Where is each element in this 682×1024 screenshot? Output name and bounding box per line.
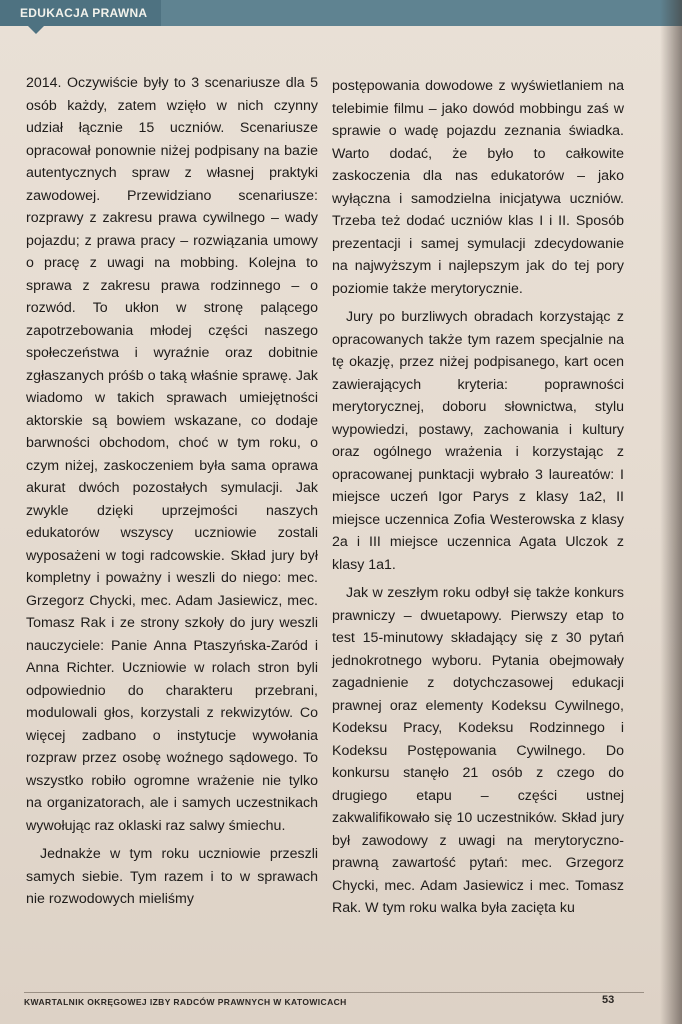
right-column — [332, 75, 624, 926]
left-column — [26, 72, 318, 917]
page-number: 53 — [602, 994, 615, 1006]
section-label: EDUKACJA PRAWNA — [0, 0, 161, 26]
right-paragraph-2: Jury po burzliwych obradach korzystając z opracowanych także tym razem specjalnie na tę okazję, przez niżej podpisanego, kart ocen zawierających kryteria: poprawności merytorycznej, doboru słownictwa, stylu wypowiedzi, postawy, zachowania i kultury oraz ogólnego wrażenia i korzystając z opracowanej punktacji wybrało 3 laureatów: I miejsce uczeń Igor Parys z klasy 1a2, II miejsce uczennica Zofia Westerowska z klasy 2a i III miejsce uczennica Agata Ulczok z klasy 1a1. — [332, 309, 624, 573]
left-paragraph-1: 2014. Oczywiście były to 3 scenariusze dla 5 osób każdy, zatem wzięło w nich czynny udział łącznie 15 uczniów. Scenariusze opracował ponownie niżej podpisany na bazie autentycznych spraw z własnej praktyki zawodowej. Przewidziano scenariusze: rozprawy z zakresu prawa cywilnego – wady pojazdu; z prawa pracy – rozwiązania umowy o pracę z uwagi na mobbing. Kolejna to sprawa z zakresu prawa rodzinnego – o rozwód. To ukłon w stronę palącego zapotrzebowania młodej części naszego społeczeństwa i wyraźnie oraz dobitnie zgłaszanych próśb o taką właśnie sprawę. Jak wiadomo w takich sprawach umiejętności aktorskie są bowiem wskazane, co dodaje barwności obchodom, choć w tym roku, o czym niżej, zaskoczeniem była sama oprawa akurat dwóch pozostałych symulacji. Jak zwykle dzięki uprzejmości naszych edukatorów wszyscy uczniowie zostali wyposażeni w togi radcowskie. Skład jury był kompletny i poważny i weszli do niego: mec. Grzegorz Chycki, mec. Adam Jasiewicz, mec. Tomasz Rak i ze strony szkoły do jury weszli nauczyciele: Panie Anna Ptaszyńska-Zaród i Anna Richter. Uczniowie w rolach stron byli odpowiednio do charakteru przebrani, modulowali głos, korzystali z rekwizytów. Co więcej zadbano o instytucje wywołania rozpraw przez osobę woźnego sądowego. To wszystko robiło ogromne wrażenie nie tylko na organizatorach, ale i samych uczestnikach wywołując raz oklaski raz salwy śmiechu. — [26, 75, 318, 834]
left-paragraph-2: Jednakże w tym roku uczniowie przeszli samych siebie. Tym razem i to w sprawach nie rozwodowych mieliśmy — [26, 846, 318, 907]
page-edge-shadow — [660, 0, 682, 1024]
footer-publication-title: KWARTALNIK OKRĘGOWEJ IZBY RADCÓW PRAWNYCH W KATOWICACH — [24, 997, 347, 1007]
section-header-bar — [0, 0, 682, 26]
footer-divider — [24, 992, 644, 993]
right-paragraph-1: postępowania dowodowe z wyświetlaniem na telebimie filmu – jako dowód mobbingu zaś w sprawie o wadę pojazdu zeznania świadka. Warto dodać, że było to całkowite zaskoczenia dla nas edukatorów – jako wyłączna i samodzielna inicjatywa uczniów. Trzeba też dodać uczniów klas I i II. Sposób prezentacji i samej symulacji zdecydowanie na najwyższym i najlepszym jak do tej pory poziomie także merytorycznie. — [332, 78, 624, 297]
right-paragraph-3: Jak w zeszłym roku odbył się także konkurs prawniczy – dwuetapowy. Pierwszy etap to test 15-minutowy składający się z 30 pytań jednokrotnego wyboru. Pytania obejmowały zagadnienie z dotychczasowej edukacji prawnej oraz elementy Kodeksu Cywilnego, Kodeksu Pracy, Kodeksu Rodzinnego i Kodeksu Postępowania Cywilnego. Do konkursu stanęło 21 osób z czego do drugiego etapu – części ustnej zakwalifikowało się 10 uczestników. Skład jury był zawodowy z uwagi na merytoryczno-prawną zawartość pytań: mec. Grzegorz Chycki, mec. Adam Jasiewicz i mec. Tomasz Rak. W tym roku walka była zacięta ku — [332, 585, 624, 916]
